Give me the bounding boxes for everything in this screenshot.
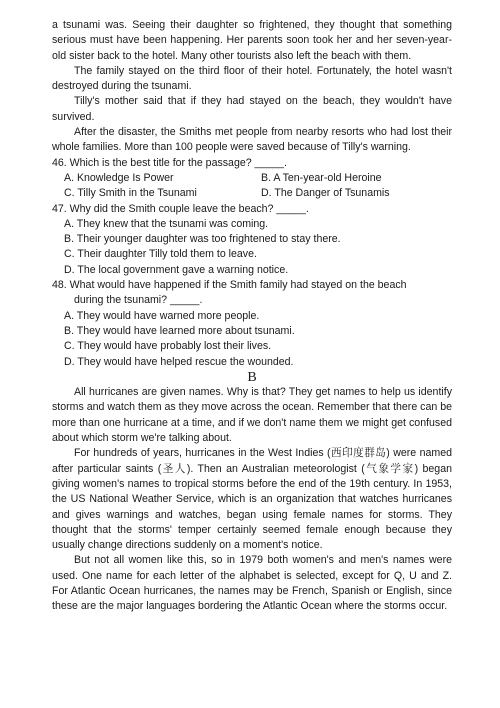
question-48-stem-line-2: during the tsunami? _____. [74, 294, 203, 307]
passage-a-paragraph-3: Tilly's mother said that if they had stayed on the beach, they wouldn't have survived. [52, 95, 452, 123]
question-47 [52, 202, 452, 278]
question-48-option-a[interactable]: A. They would have warned more people. [64, 309, 260, 322]
question-46-options-row-2 [52, 186, 452, 201]
question-47-option-b[interactable]: B. Their younger daughter was too frightened to stay there. [64, 233, 341, 246]
question-46-option-d[interactable]: D. The Danger of Tsunamis [261, 187, 390, 200]
question-46-options-row-1 [52, 171, 452, 186]
question-47-option-d[interactable]: D. The local government gave a warning notice. [64, 263, 289, 276]
question-46-option-b[interactable]: B. A Ten-year-old Heroine [261, 171, 382, 184]
passage-b-paragraph-2: For hundreds of years, hurricanes in the West Indies (西印度群岛) were named after particular saints (圣人). Then an Australian meteorologist (气象学家) began giving women's names to tropical storms before the end of the 19th century. In 1953, the US National Weather Service, which is an organization that watches hurricanes and gives warnings and watches, began using female names for storms. They thought that the storms' temper certainly seemed female enough because they usually change directions suddenly on a moment's notice. [52, 447, 452, 552]
passage-a-paragraph-2: The family stayed on the third floor of their hotel. Fortunately, the hotel wasn't destroyed during the tsunami. [52, 64, 452, 93]
question-47-stem: 47. Why did the Smith couple leave the beach? _____. [52, 202, 309, 215]
question-46-stem: 46. Which is the best title for the passage? _____. [52, 156, 287, 169]
passage-b-paragraph-1: All hurricanes are given names. Why is that? They get names to help us identify storms and watch them as they move across the ocean. Remember that there can be more than one hurricane at a time, and if we don't name them we might get confused about which storm we're talking about. [52, 386, 452, 445]
question-48-stem-line-1: 48. What would have happened if the Smith family had stayed on the beach [52, 279, 407, 292]
passage-b-paragraph-3: But not all women like this, so in 1979 both women's and men's names were used. One name for each letter of the alphabet is selected, except for Q, U and Z. For Atlantic Ocean hurricanes, the names may be French, Spanish or English, since these are the major languages bordering the Atlantic Ocean where the storms occur. [52, 554, 452, 613]
passage-a-paragraph-1: a tsunami was. Seeing their daughter so frightened, they thought that something serious must have been happening. Her parents soon took her and her seven-year-old sister back to the hotel. Many other tourists also left the beach with them. [52, 19, 452, 62]
question-48-option-b[interactable]: B. They would have learned more about tsunami. [64, 324, 295, 337]
question-48-option-c[interactable]: C. They would have probably lost their lives. [64, 340, 272, 353]
question-47-option-c[interactable]: C. Their daughter Tilly told them to leave. [64, 248, 257, 261]
section-b-title: B [247, 369, 257, 385]
question-46-option-c[interactable]: C. Tilly Smith in the Tsunami [64, 187, 197, 200]
question-48-option-d[interactable]: D. They would have helped rescue the wounded. [64, 355, 294, 368]
question-47-option-a[interactable]: A. They knew that the tsunami was coming. [64, 217, 269, 230]
question-48 [52, 278, 452, 370]
exam-page [52, 0, 452, 615]
question-46 [52, 156, 452, 202]
question-46-option-a[interactable]: A. Knowledge Is Power [64, 171, 174, 184]
passage-a-paragraph-4: After the disaster, the Smiths met people from nearby resorts who had lost their whole families. More than 100 people were saved because of Tilly's warning. [52, 126, 452, 154]
